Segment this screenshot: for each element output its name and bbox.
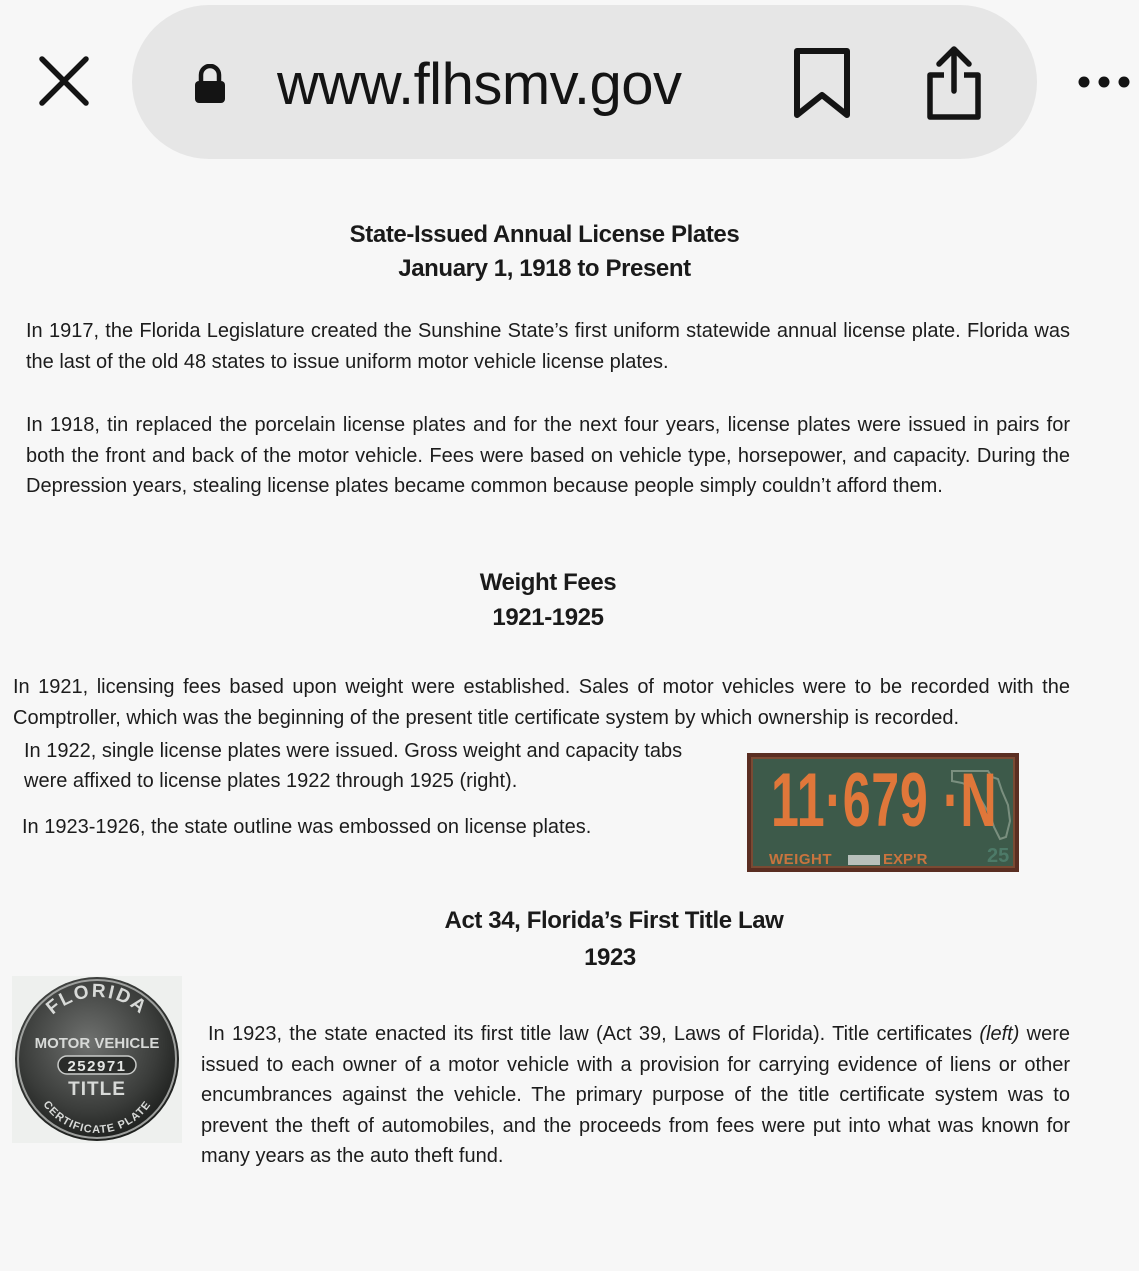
paragraph [201, 1019, 1070, 1172]
paragraph: In 1918, tin replaced the porcelain license plates and for the next four years, license plates were issued in pairs for both the front and back of the motor vehicle. Fees were based on vehicle type, horsepower, and capacity. During the Depression years, stealing license plates became common because people simply couldn’t afford them. [26, 414, 1070, 497]
section-subtitle: 1923 [584, 944, 636, 971]
paragraph-line: In 1923-1926, the state outline was embossed on license plates. [22, 816, 592, 838]
paragraph-text: were issued to each owner of a motor vehicle with a provision for carrying evidence of liens or other encumbrances against the vehicle. The primary purpose of the title certificate system was to prevent the theft of automobiles, and the proceeds from fees were put into what was known for many years as the auto theft fund. [201, 1023, 1070, 1167]
capacity-tab [848, 855, 880, 865]
seal-number: 252971 [67, 1058, 127, 1075]
plate-number: 11·679 ·N [771, 758, 998, 843]
paragraph: In 1921, licensing fees based upon weight were established. Sales of motor vehicles were to be recorded with the Comptroller, which was the beginning of the present title certificate system by which ownership is recorded. [13, 676, 1070, 729]
bookmark-icon[interactable] [793, 47, 851, 119]
seal-top-text: FLORIDA [42, 980, 152, 1019]
section-subtitle: January 1, 1918 to Present [398, 255, 691, 282]
plate-year: 25 [987, 845, 1010, 867]
section-title: Weight Fees [479, 569, 617, 596]
seal-middle-text: MOTOR VEHICLE [34, 1035, 160, 1052]
paragraph: In 1917, the Florida Legislature created the Sunshine State’s first uniform statewide annual license plate. Florida was the last of the old 48 states to issue uniform motor vehicle license plates. [26, 320, 1070, 373]
close-icon[interactable] [38, 55, 90, 107]
paragraph-line: In 1922, single license plates were issued. Gross weight and capacity tabs [24, 740, 683, 762]
paragraph-emphasis: (left) [979, 1023, 1020, 1045]
title-certificate-plate-image [12, 976, 182, 1143]
url-text[interactable]: www.flhsmv.gov [277, 52, 682, 117]
share-icon[interactable] [924, 45, 984, 121]
lock-icon [193, 64, 227, 104]
more-icon[interactable] [1077, 70, 1133, 94]
paragraph-text: In 1923, the state enacted its first title law (Act 39, Laws of Florida). Title certificates [208, 1023, 980, 1045]
paragraph-line: were affixed to license plates 1922 through 1925 (right). [24, 770, 518, 792]
plate-weight-label: WEIGHT [769, 851, 832, 868]
plate-exp-label: EXP'R [883, 851, 928, 868]
section-title: State-Issued Annual License Plates [349, 221, 740, 248]
section-subtitle: 1921-1925 [492, 604, 604, 631]
seal-bottom-text: CERTIFICATE PLATE [40, 1098, 154, 1137]
license-plate-image [747, 753, 1019, 872]
seal-title-text: TITLE [68, 1079, 126, 1100]
section-title: Act 34, Florida’s First Title Law [444, 907, 784, 934]
